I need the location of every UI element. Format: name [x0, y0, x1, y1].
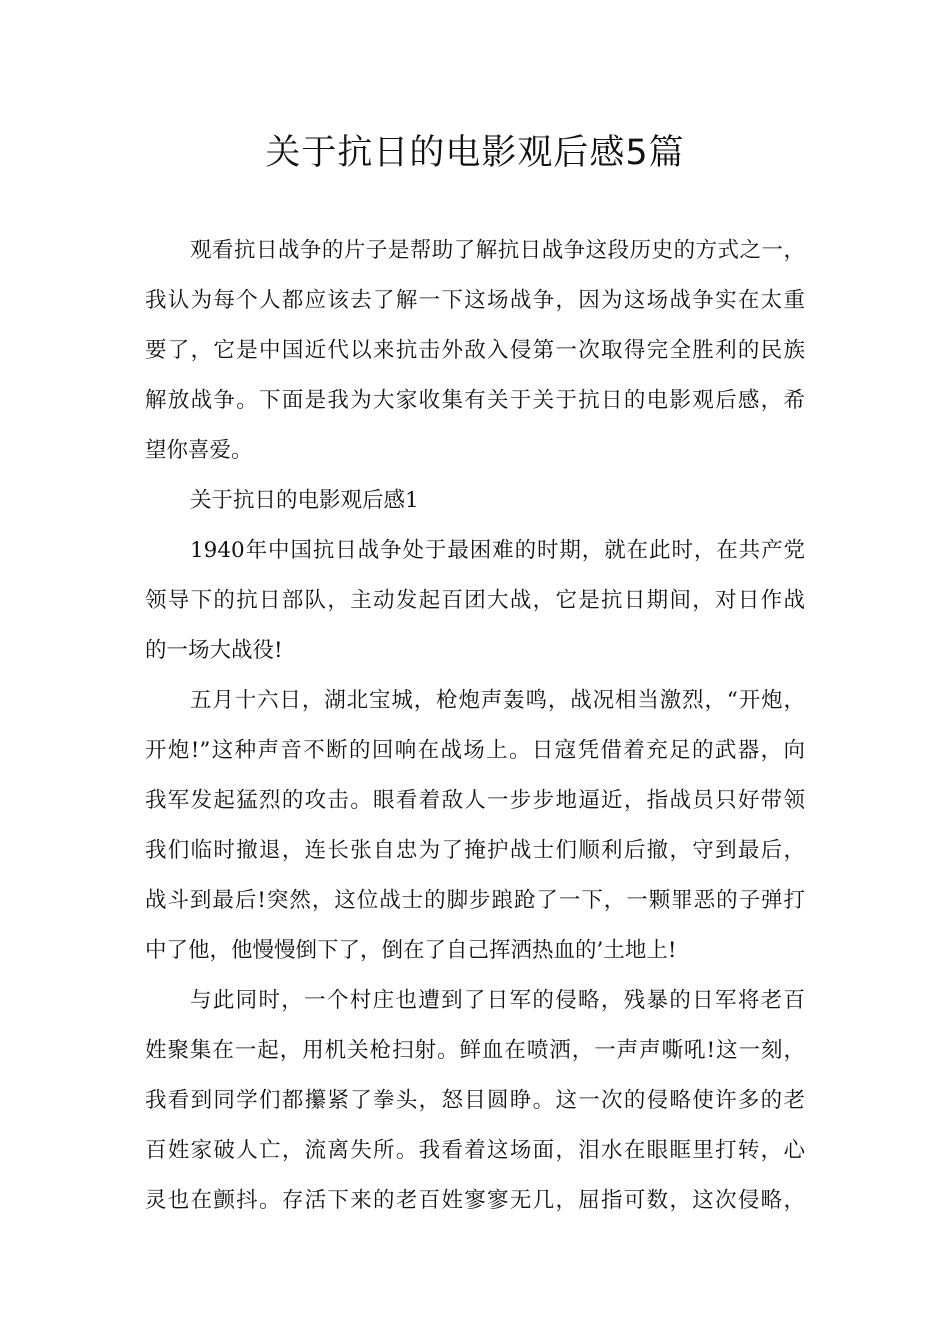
paragraph-line: 我们临时撤退，连长张自忠为了掩护战士们顺利后撤，守到最后，	[145, 838, 805, 863]
paragraph-line: 观看抗日战争的片子是帮助了解抗日战争这段历史的方式之一，	[190, 238, 805, 263]
paragraph-line: 解放战争。下面是我为大家收集有关于关于抗日的电影观后感，希	[145, 388, 805, 413]
paragraph-line: 要了，它是中国近代以来抗击外敌入侵第一次取得完全胜利的民族	[145, 338, 805, 363]
paragraph-line: 与此同时，一个村庄也遭到了日军的侵略，残暴的日军将老百	[190, 988, 805, 1013]
paragraph-line: 中了他，他慢慢倒下了，倒在了自己挥洒热血的’土地上!	[145, 938, 677, 963]
document-title: 关于抗日的电影观后感5篇	[265, 133, 685, 173]
paragraph-line: 姓聚集在一起，用机关枪扫射。鲜血在喷洒，一声声嘶吼!这一刻，	[145, 1038, 805, 1063]
paragraph-line: 1940年中国抗日战争处于最困难的时期，就在此时，在共产党	[190, 538, 805, 563]
paragraph-line: 五月十六日，湖北宝城，枪炮声轰鸣，战况相当激烈，“开炮，	[190, 688, 805, 713]
paragraph-line: 我认为每个人都应该去了解一下这场战争，因为这场战争实在太重	[145, 288, 805, 313]
paragraph-line: 百姓家破人亡，流离失所。我看着这场面，泪水在眼眶里打转，心	[145, 1138, 805, 1163]
paragraph-line: 的一场大战役!	[145, 638, 283, 663]
paragraph-line: 我军发起猛烈的攻击。眼看着敌人一步步地逼近，指战员只好带领	[145, 788, 805, 813]
paragraph-line: 望你喜爱。	[145, 438, 253, 463]
paragraph-line: 领导下的抗日部队，主动发起百团大战，它是抗日期间，对日作战	[145, 588, 805, 613]
section-heading: 关于抗日的电影观后感1	[190, 488, 419, 513]
paragraph-line: 灵也在颤抖。存活下来的老百姓寥寥无几，屈指可数，这次侵略，	[145, 1188, 805, 1213]
paragraph-line: 我看到同学们都攥紧了拳头，怒目圆睁。这一次的侵略使许多的老	[145, 1088, 805, 1113]
paragraph-line: 战斗到最后!突然，这位战士的脚步踉跄了一下，一颗罪恶的子弹打	[145, 888, 805, 913]
paragraph-line: 开炮!”这种声音不断的回响在战场上。日寇凭借着充足的武器，向	[145, 738, 805, 763]
